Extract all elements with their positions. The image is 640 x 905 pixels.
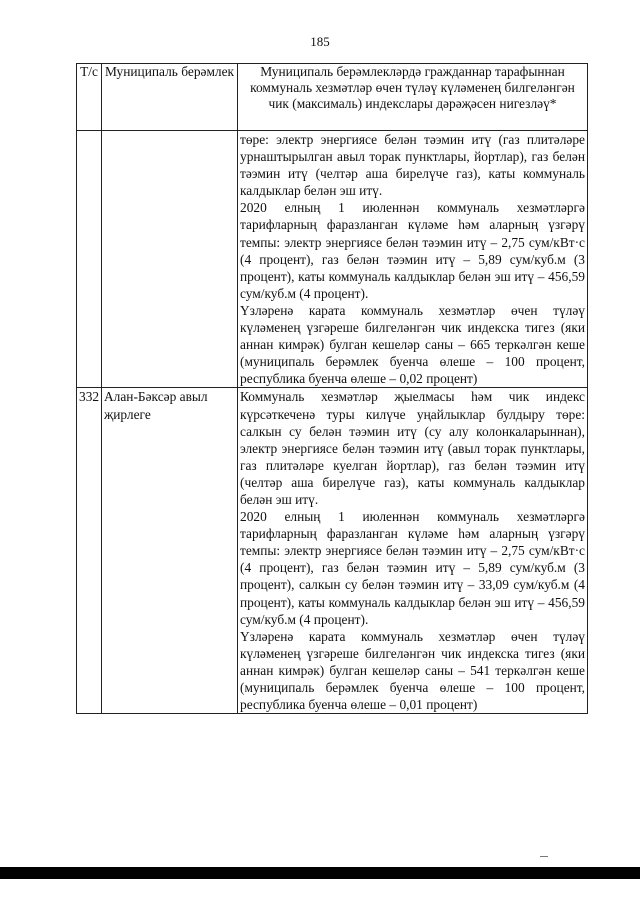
paragraph: Коммуналь хезмәтләр җыелмасы һәм чик индекс күрсәткеченә туры килүче уңайлыклар булдыру төре: салкын су белән тәэмин итү (су алу колонкаларыннан), электр энергиясе белән тәэмин итү (авыл торак пунктлары, газ плитәләре куелган йортлар), газ белән тәэмин итү (челтәр аша бирелүче газ), каты коммуналь калдыклар белән эш итү. [240,389,585,507]
header-municipality: Муниципаль берәмлек [102,64,238,131]
paragraph: Үзләренә карата коммуналь хезмәтләр өчен түләү күләменең үзгәреше билгеләнгән чик индекска тигез (яки аннан кимрәк) булган кешеләр саны – 541 теркәлгән кеше (муниципаль берәмлек буенча өлеше – 100 процент, республика буенча өлеше – 0,01 процент) [240,628,585,713]
table-row [77,131,588,388]
paragraph: 2020 елның 1 июленнән коммуналь хезмәтләргә тарифларның фаразланган күләме һәм аларның үзгәрү темпы: электр энергиясе белән тәэмин итү – 2,75 сум/кВт·с (4 процент), газ белән тәэмин итү – 5,89 сум/куб.м (3 процент), каты коммуналь калдыклар белән эш итү – 456,59 сум/куб.м (4 процент). [240,200,585,301]
header-justification: Муниципаль берәмлекләрдә гражданнар тарафыннан коммуналь хезмәтләр өчен түләү күләменең билгеләнгән чик (максималь) индекслары дәрәҗәсен нигезләү* [238,64,588,131]
header-number: Т/с [77,64,102,131]
tariff-table [76,63,588,714]
scan-speck [540,856,548,857]
page-number: 185 [310,34,330,49]
row-justification [238,131,588,388]
table-header [77,64,588,131]
row-number: 332 [77,388,102,714]
scan-border [0,867,640,879]
table-row [77,388,588,714]
paragraph: 2020 елның 1 июленнән коммуналь хезмәтләргә тарифларның фаразланган күләме һәм аларның үзгәрү темпы: электр энергиясе белән тәэмин итү – 2,75 сум/кВт·с (4 процент), газ белән тәэмин итү – 5,89 сум/куб.м (3 процент), салкын су белән тәэмин итү – 33,09 сум/куб.м (4 процент), каты коммуналь калдыклар белән эш итү – 456,59 сум/куб.м (4 процент). [240,509,585,627]
paragraph: төре: электр энергиясе белән тәэмин итү (газ плитәләре урнаштырылган авыл торак пунктлары, йортлар), газ белән тәэмин итү (челтәр аша бирелүче газ), каты коммуналь калдыклар белән эш итү. [240,132,585,199]
row-number [77,131,102,388]
row-justification [238,388,588,714]
row-municipality: Алан-Бәксәр авыл җирлеге [102,388,238,714]
paragraph: Үзләренә карата коммуналь хезмәтләр өчен түләү күләменең үзгәреше билгеләнгән чик индекска тигез (яки аннан кимрәк) булган кешеләр саны – 665 теркәлгән кеше (муниципаль берәмлек буенча өлеше – 100 процент, республика буенча өлеше – 0,02 процент) [240,302,585,387]
row-municipality [102,131,238,388]
